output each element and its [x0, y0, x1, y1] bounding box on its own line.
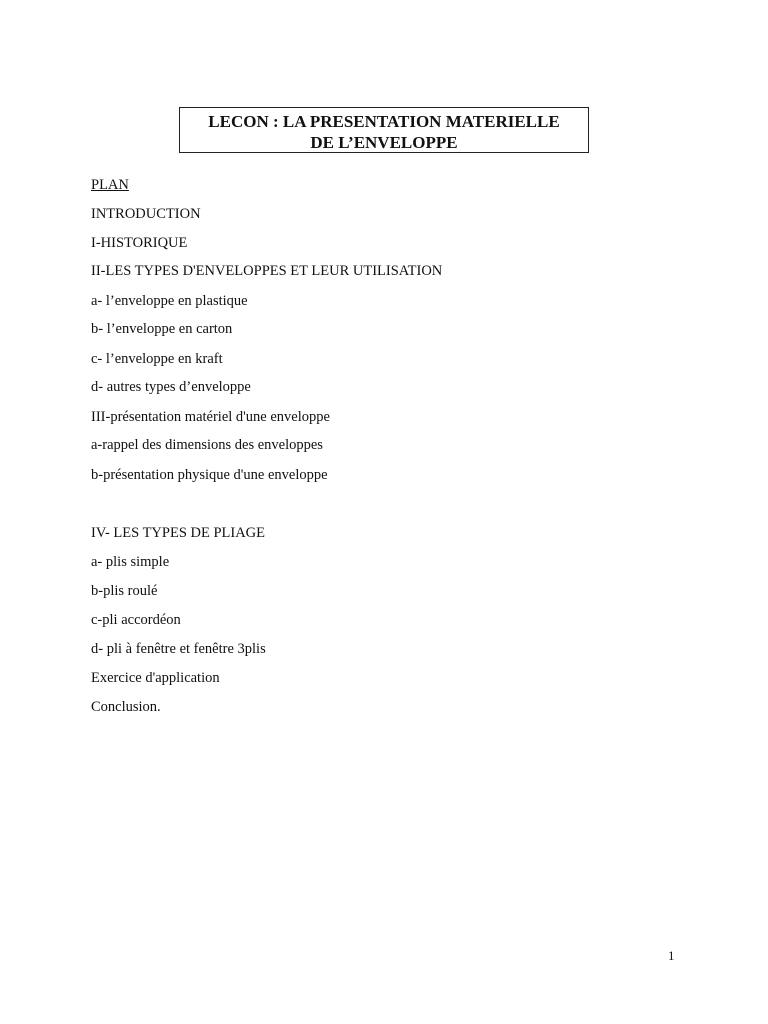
lesson-title-line-1: LECON : LA PRESENTATION MATERIELLE — [208, 112, 560, 131]
plan-subitem-pli-accordeon: c-pli accordéon — [91, 612, 181, 628]
plan-item-types-enveloppes: II-LES TYPES D'ENVELOPPES ET LEUR UTILISATION — [91, 263, 443, 279]
lesson-title-line-2: DE L’ENVELOPPE — [310, 133, 458, 152]
plan-item-historique: I-HISTORIQUE — [91, 235, 188, 251]
plan-item-conclusion: Conclusion. — [91, 699, 161, 715]
plan-subitem-pli-fenetre: d- pli à fenêtre et fenêtre 3plis — [91, 641, 266, 657]
plan-item-introduction: INTRODUCTION — [91, 206, 201, 222]
plan-item-presentation-materiel: III-présentation matériel d'une enveloppe — [91, 409, 330, 425]
plan-subitem-plis-roule: b-plis roulé — [91, 583, 158, 599]
page-number: 1 — [668, 948, 675, 963]
plan-subitem-plis-simple: a- plis simple — [91, 554, 170, 570]
plan-item-exercice: Exercice d'application — [91, 670, 220, 686]
plan-subitem-autres-types: d- autres types d’enveloppe — [91, 379, 251, 395]
plan-heading: PLAN — [91, 177, 129, 193]
plan-item-types-pliage: IV- LES TYPES DE PLIAGE — [91, 525, 266, 541]
plan-subitem-plastique: a- l’enveloppe en plastique — [91, 293, 248, 309]
plan-subitem-kraft: c- l’enveloppe en kraft — [91, 351, 223, 367]
plan-subitem-dimensions: a-rappel des dimensions des enveloppes — [91, 437, 323, 453]
plan-subitem-carton: b- l’enveloppe en carton — [91, 321, 233, 337]
lesson-title-box — [179, 107, 589, 153]
plan-subitem-presentation-physique: b-présentation physique d'une enveloppe — [91, 467, 328, 483]
